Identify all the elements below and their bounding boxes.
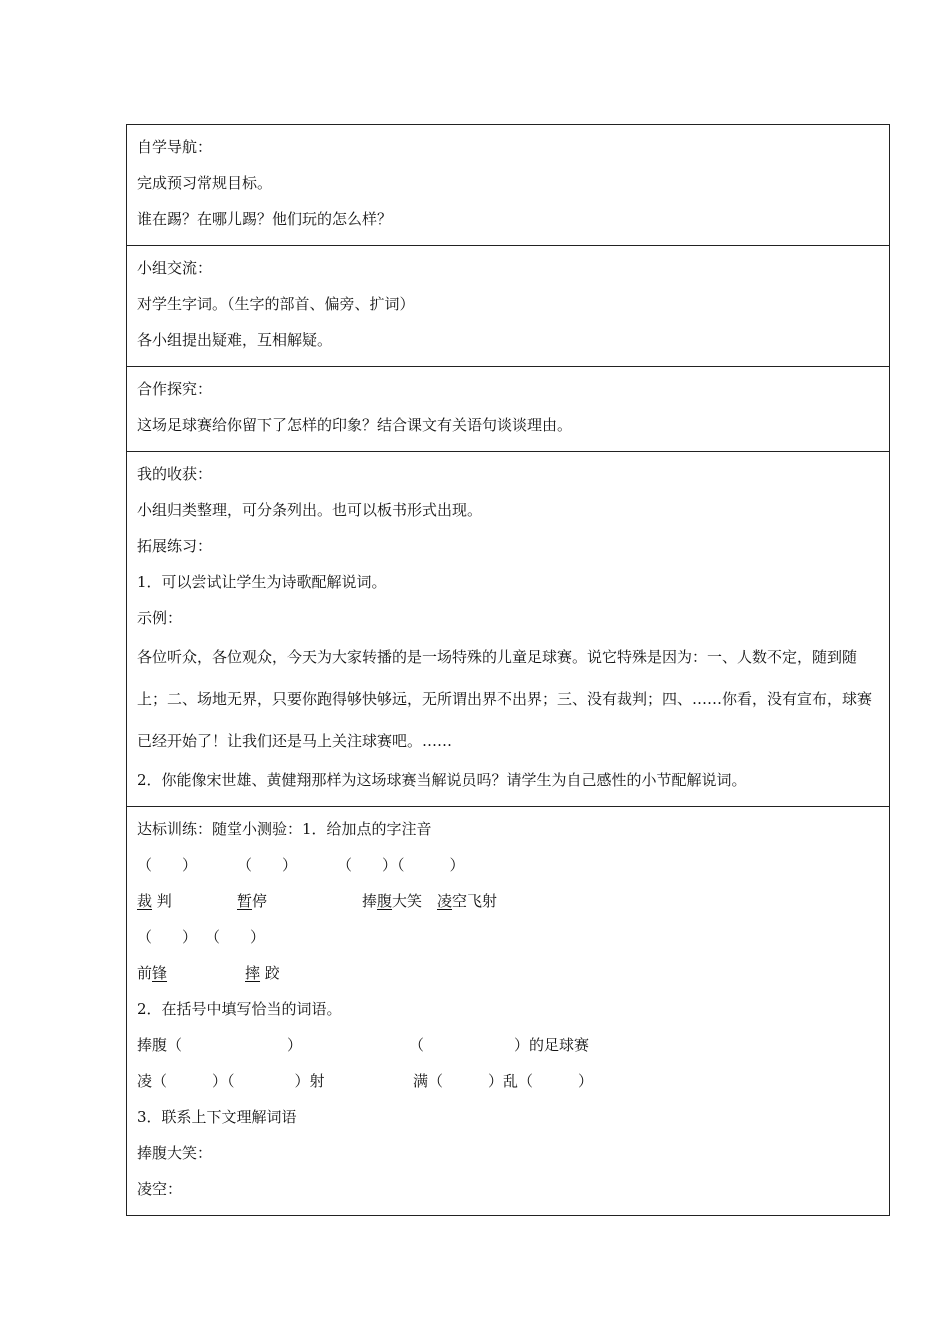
text-line: 各小组提出疑难，互相解疑。 <box>137 331 333 349</box>
pinyin-blank: （ ）（ ） <box>337 856 465 874</box>
section-heading: 达标训练：随堂小测验：1．给加点的字注音 <box>137 820 432 838</box>
pinyin-blank: （ ） <box>237 856 298 874</box>
dotted-char: 裁 <box>137 892 153 910</box>
word-row <box>137 955 879 991</box>
section-group-exchange <box>127 246 889 367</box>
text-line: 完成预习常规目标。 <box>137 174 273 192</box>
dotted-char: 腹 <box>377 892 393 910</box>
text-line: 2．你能像宋世雄、黄健翔那样为这场球赛当解说员吗？请学生为自己感性的小节配解说词。 <box>137 771 747 789</box>
pinyin-blank: （ ） <box>205 928 266 946</box>
word-qian-feng: 前锋 <box>137 964 168 982</box>
pinyin-blank: （ ） <box>137 928 198 946</box>
text-line: 小组归类整理，可分条列出。也可以板书形式出现。 <box>137 501 483 519</box>
term-peng-fu-da-xiao: 捧腹大笑： <box>137 1144 213 1162</box>
text-line: 1．可以尝试让学生为诗歌配解说词。 <box>137 573 387 591</box>
pinyin-blank: （ ） <box>137 856 198 874</box>
section-heading: 合作探究： <box>137 380 213 398</box>
pinyin-blank-row <box>137 919 879 955</box>
word-cai-pan: 裁 判 <box>137 892 172 910</box>
fill-row <box>137 1063 879 1099</box>
text-line: 对学生字词。（生字的部首、偏旁、扩词） <box>137 295 415 313</box>
question-2: 2．在括号中填写恰当的词语。 <box>137 1000 342 1018</box>
section-heading: 自学导航： <box>137 138 213 156</box>
text-line: 这场足球赛给你留下了怎样的印象？结合课文有关语句谈谈理由。 <box>137 416 573 434</box>
section-self-study <box>127 125 889 246</box>
word-peng-fu-da-xiao: 捧腹大笑 <box>362 892 423 910</box>
term-ling-kong: 凌空： <box>137 1180 183 1198</box>
lesson-plan-table <box>126 124 890 1216</box>
fill-blank-item: 凌（ ）（ ）射 <box>137 1072 325 1090</box>
pinyin-blank-row <box>137 847 879 883</box>
fill-blank-item: （ ）的足球赛 <box>409 1036 590 1054</box>
question-3: 3．联系上下文理解词语 <box>137 1108 297 1126</box>
text-line: 拓展练习： <box>137 537 213 555</box>
section-heading: 小组交流： <box>137 259 213 277</box>
text-line: 示例： <box>137 609 183 627</box>
word-zan-ting: 暂停 <box>237 892 268 910</box>
dotted-char: 摔 <box>245 964 261 982</box>
text-line: 谁在踢？在哪儿踢？他们玩的怎么样？ <box>137 210 393 228</box>
word-ling-kong-fei-she: 凌空飞射 <box>437 892 498 910</box>
fill-blank-item: 满（ ）乱（ ） <box>413 1072 594 1090</box>
section-heading: 我的收获： <box>137 465 213 483</box>
dotted-char: 锋 <box>152 964 168 982</box>
example-paragraph: 各位听众，各位观众，今天为大家转播的是一场特殊的儿童足球赛。说它特殊是因为：一、人数不定，随到随上；二、场地无界，只要你跑得够快够远，无所谓出界不出界；三、没有裁判；四、……你看，没有宣布，球赛已经开始了！让我们还是马上关注球赛吧。…… <box>137 648 873 750</box>
word-row <box>137 883 879 919</box>
section-my-gains <box>127 452 889 807</box>
dotted-char: 暂 <box>237 892 253 910</box>
fill-blank-item: 捧腹（ ） <box>137 1036 303 1054</box>
section-cooperative-inquiry <box>127 367 889 452</box>
word-shuai-jiao: 摔 跤 <box>245 964 280 982</box>
section-practice-quiz <box>127 807 889 1215</box>
dotted-char: 凌 <box>437 892 453 910</box>
fill-row <box>137 1027 879 1063</box>
